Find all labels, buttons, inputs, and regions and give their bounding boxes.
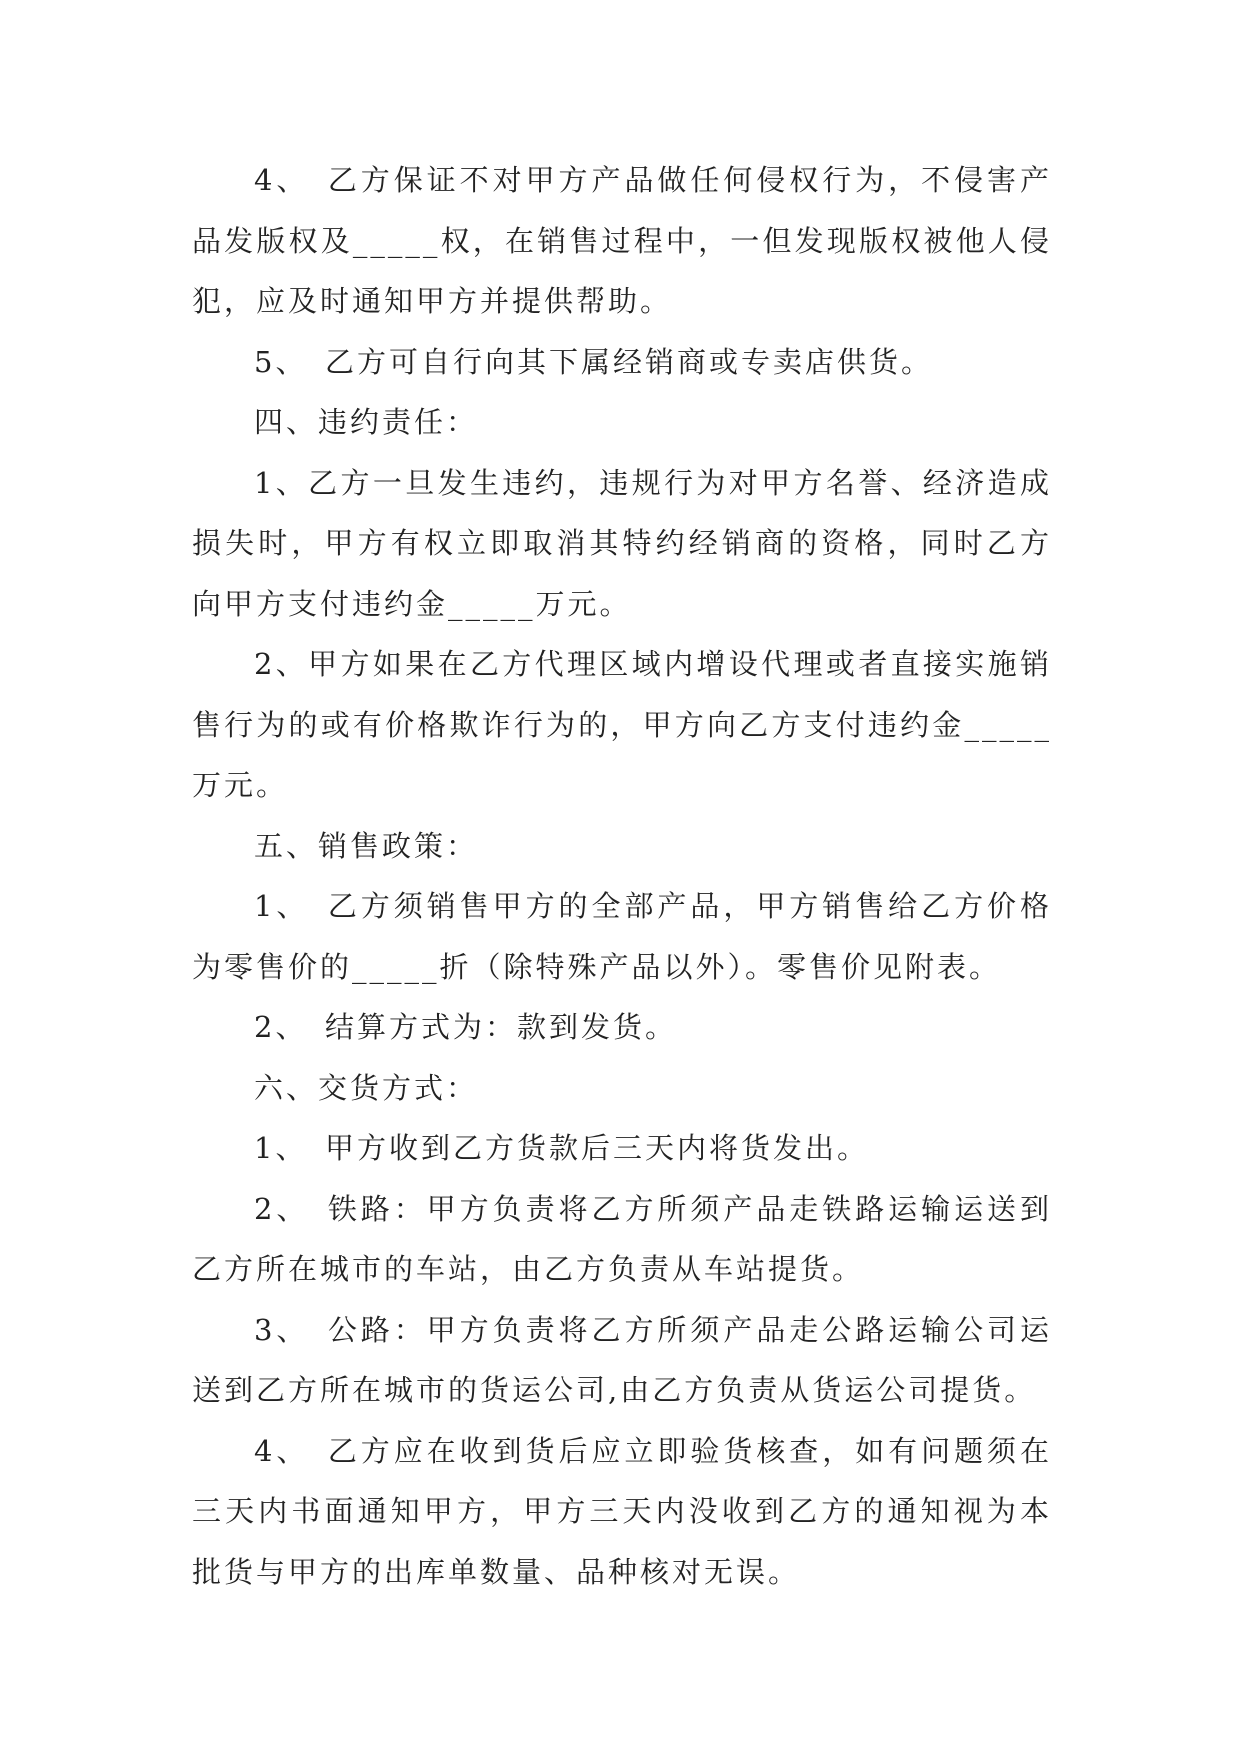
clause-6-4: 4、 乙方应在收到货后应立即验货核查，如有问题须在三天内书面通知甲方，甲方三天内没收到乙方的通知视为本批货与甲方的出库单数量、品种核对无误。 [192,1433,1052,1589]
clause-6-1: 1、 甲方收到乙方货款后三天内将货发出。 [254,1131,869,1165]
clause-3-4: 4、 乙方保证不对甲方产品做任何侵权行为，不侵害产品发版权及_____权，在销售过程中，一但发现版权被他人侵犯，应及时通知甲方并提供帮助。 [192,163,1052,318]
clause-5-1: 1、 乙方须销售甲方的全部产品，甲方销售给乙方价格为零售价的_____折（除特殊产品以外）。零售价见附表。 [192,889,1052,984]
section-heading-sales-policy: 五、销售政策： [254,828,479,863]
clause-4-2: 2、甲方如果在乙方代理区域内增设代理或者直接实施销售行为的或有价格欺诈行为的，甲方向乙方支付违约金_____万元。 [192,647,1052,802]
clause-4-1: 1、乙方一旦发生违约，违规行为对甲方名誉、经济造成损失时，甲方有权立即取消其特约经销商的资格，同时乙方向甲方支付违约金_____万元。 [192,465,1052,621]
clause-6-3: 3、 公路：甲方负责将乙方所须产品走公路运输公司运送到乙方所在城市的货运公司,由乙方负责从货运公司提货。 [192,1312,1052,1407]
clause-6-2: 2、 铁路：甲方负责将乙方所须产品走铁路运输运送到乙方所在城市的车站，由乙方负责从车站提货。 [192,1191,1052,1286]
section-heading-delivery-method: 六、交货方式： [254,1070,479,1105]
document-body [192,150,1052,1602]
clause-3-5: 5、 乙方可自行向其下属经销商或专卖店供货。 [254,344,933,379]
section-heading-breach-liability: 四、违约责任： [254,405,479,439]
clause-5-2: 2、 结算方式为：款到发货。 [254,1010,677,1044]
